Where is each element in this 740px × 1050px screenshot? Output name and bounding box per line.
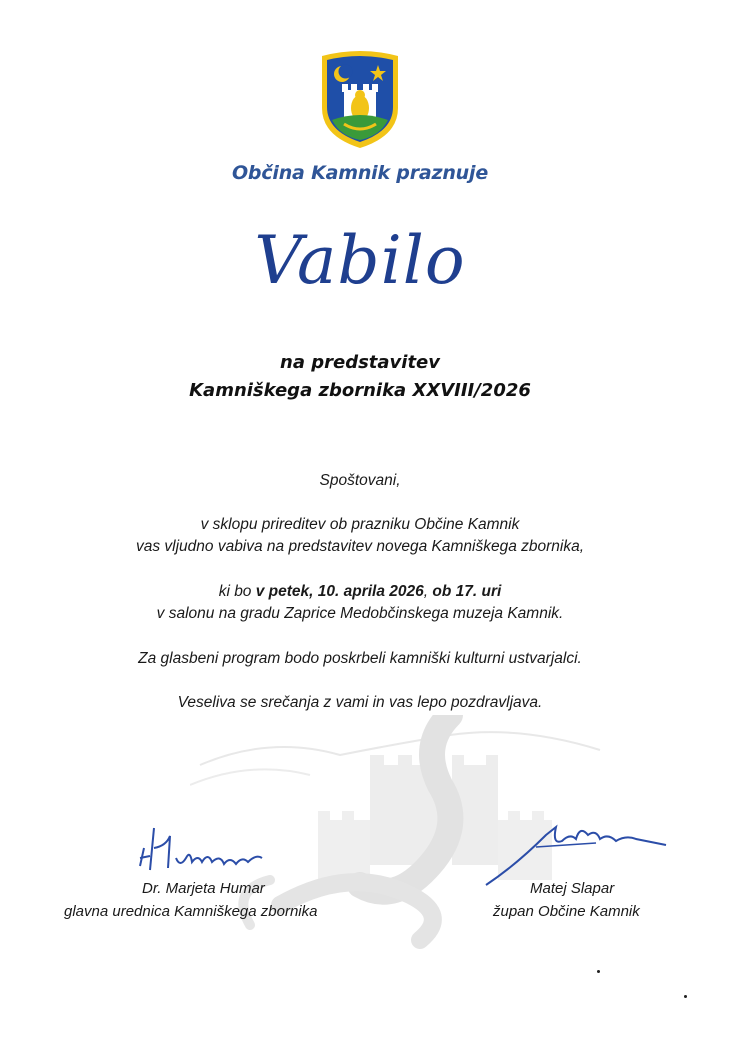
subtitle-line-2: Kamniškega zbornika XXVIII/2026	[189, 380, 531, 401]
body-para2-line1	[0, 583, 720, 601]
scan-speck	[684, 995, 687, 998]
right-signatory-role: župan Občine Kamnik	[493, 903, 640, 920]
event-time: ob 17. uri	[432, 583, 502, 600]
org-title: Občina Kamnik praznuje	[231, 162, 489, 184]
left-signatory-name: Dr. Marjeta Humar	[142, 880, 265, 897]
left-signatory-role: glavna urednica Kamniškega zbornika	[64, 903, 318, 920]
greeting: Spoštovani,	[319, 472, 401, 489]
invitation-title: Vabilo	[254, 222, 466, 299]
body-para1-line1: v sklopu prireditev ob prazniku Občine Kamnik	[200, 516, 520, 533]
event-date: v petek, 10. aprila 2026	[255, 583, 424, 600]
body-para1-line2: vas vljudno vabiva na predstavitev novega Kamniškega zbornika,	[135, 538, 585, 555]
para2-separator: ,	[423, 583, 433, 600]
right-signatory-name: Matej Slapar	[530, 880, 615, 897]
coat-of-arms-icon	[318, 50, 402, 150]
body-para2-line2: v salonu na gradu Zaprice Medobčinskega muzeja Kamnik.	[156, 605, 564, 622]
para2-prefix: ki bo	[218, 583, 256, 600]
subtitle-line-1: na predstavitev	[280, 352, 440, 373]
body-para4: Veseliva se srečanja z vami in vas lepo pozdravljava.	[177, 694, 543, 711]
signature-humar-icon	[132, 818, 292, 878]
body-para3: Za glasbeni program bodo poskrbeli kamniški kulturni ustvarjalci.	[138, 650, 582, 667]
scan-speck	[597, 970, 600, 973]
